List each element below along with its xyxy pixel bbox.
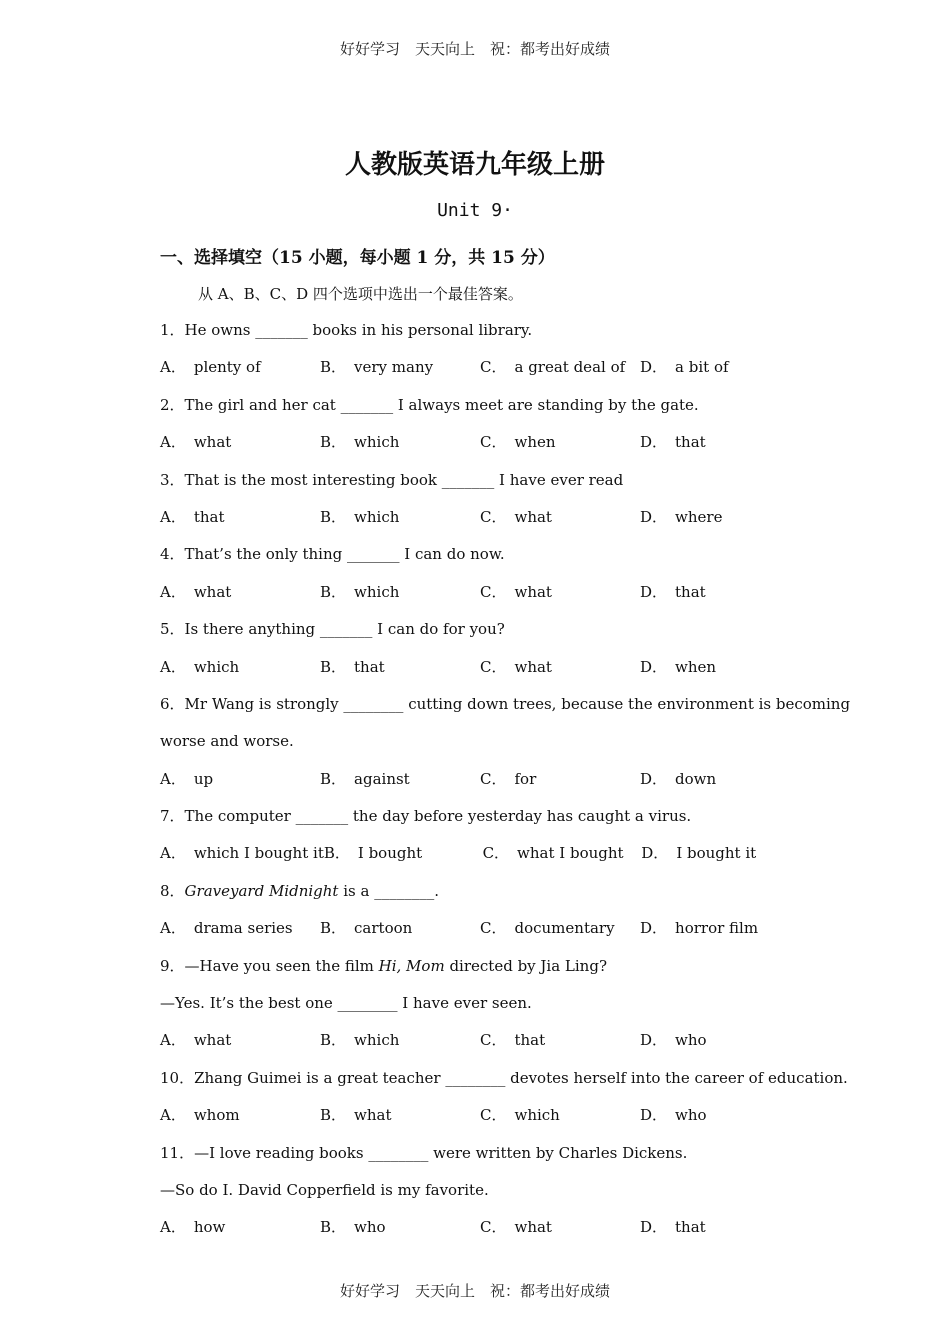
option-a[interactable] xyxy=(160,505,320,542)
instruction-text: 从 A、B、C、D 四个选项中选出一个最佳答案。 xyxy=(198,285,523,303)
option-text: which xyxy=(354,433,400,452)
option-d[interactable] xyxy=(640,355,800,392)
option-a[interactable] xyxy=(160,430,320,467)
unit-subtitle: Unit 9· xyxy=(437,200,513,221)
option-row xyxy=(160,1215,800,1252)
option-d[interactable] xyxy=(640,1028,800,1065)
option-text: a great deal of xyxy=(514,358,626,377)
option-text: that xyxy=(675,1218,706,1237)
option-letter: C． xyxy=(480,433,507,452)
option-d[interactable] xyxy=(641,841,800,878)
question-stem: 4．That’s the only thing _______ I can do now. xyxy=(160,545,505,564)
option-c[interactable] xyxy=(480,580,640,617)
option-text: which xyxy=(354,1031,400,1050)
option-text: up xyxy=(193,769,214,788)
option-letter: D． xyxy=(640,358,668,377)
option-text: what I bought xyxy=(517,844,624,863)
question-stem: 6．Mr Wang is strongly ________ cutting down trees, because the environment is becoming xyxy=(160,694,851,713)
option-letter: A． xyxy=(160,358,186,377)
section-heading: 一、选择填空（15 小题，每小题 1 分，共 15 分） xyxy=(160,248,555,268)
option-text: where xyxy=(675,507,723,526)
option-b[interactable] xyxy=(320,767,480,804)
option-letter: C． xyxy=(480,657,507,676)
option-a[interactable] xyxy=(160,916,320,953)
option-a[interactable] xyxy=(160,1215,320,1252)
option-row xyxy=(160,430,800,467)
option-row xyxy=(160,767,800,804)
question-stem: 3．That is the most interesting book _______ I have ever read xyxy=(160,470,624,489)
option-row xyxy=(160,1103,800,1140)
option-text: what xyxy=(514,657,552,676)
option-row xyxy=(160,355,800,392)
question-stem-continuation: —Yes. It’s the best one ________ I have ever seen. xyxy=(160,994,532,1013)
option-letter: B． xyxy=(320,919,347,938)
option-d[interactable] xyxy=(640,505,800,542)
option-letter: A． xyxy=(160,1106,186,1125)
option-letter: D． xyxy=(640,433,668,452)
option-letter: B． xyxy=(320,657,347,676)
option-letter: A． xyxy=(160,919,186,938)
option-letter: B． xyxy=(320,1031,347,1050)
option-c[interactable] xyxy=(480,1028,640,1065)
option-a[interactable] xyxy=(160,841,324,878)
option-text: for xyxy=(514,769,537,788)
option-text: what xyxy=(514,582,552,601)
option-letter: A． xyxy=(160,433,186,452)
option-row xyxy=(160,916,800,953)
question-stem xyxy=(160,954,800,991)
option-letter: D． xyxy=(640,769,668,788)
option-a[interactable] xyxy=(160,655,320,692)
option-b[interactable] xyxy=(320,916,480,953)
option-a[interactable] xyxy=(160,355,320,392)
option-letter: B． xyxy=(320,433,347,452)
question-stem xyxy=(160,879,800,916)
option-d[interactable] xyxy=(640,767,800,804)
option-text: I bought it xyxy=(676,844,757,863)
option-b[interactable] xyxy=(320,355,480,392)
option-letter: C． xyxy=(480,919,507,938)
option-letter: D． xyxy=(640,657,668,676)
stem-prefix: 9．—Have you seen the film xyxy=(160,956,379,975)
question-stem: 11．—I love reading books ________ were written by Charles Dickens. xyxy=(160,1143,688,1162)
option-a[interactable] xyxy=(160,580,320,617)
option-d[interactable] xyxy=(640,1215,800,1252)
option-row xyxy=(160,655,800,692)
page-header: 好好学习 天天向上 祝：都考出好成绩 xyxy=(339,40,610,58)
option-c[interactable] xyxy=(483,841,642,878)
option-letter: D． xyxy=(640,507,668,526)
option-text: plenty of xyxy=(193,358,261,377)
option-letter: C． xyxy=(480,769,507,788)
option-letter: A． xyxy=(160,507,186,526)
option-letter: C． xyxy=(480,1031,507,1050)
stem-suffix: is a ________. xyxy=(338,881,439,900)
stem-prefix: 8． xyxy=(160,881,185,900)
option-text: what xyxy=(193,582,232,601)
option-text: very many xyxy=(354,358,434,377)
option-letter: A． xyxy=(160,1218,186,1237)
question-stem-continuation: —So do I. David Copperfield is my favorite. xyxy=(160,1180,489,1199)
option-text: which xyxy=(514,1106,560,1125)
option-text: which xyxy=(354,507,400,526)
option-text: what xyxy=(514,1218,552,1237)
option-text: down xyxy=(675,769,717,788)
option-b[interactable] xyxy=(320,1215,480,1252)
option-text: who xyxy=(675,1106,707,1125)
option-c[interactable] xyxy=(480,355,640,392)
option-text: when xyxy=(514,433,556,452)
option-c[interactable] xyxy=(480,1103,640,1140)
page-footer: 好好学习 天天向上 祝：都考出好成绩 xyxy=(339,1282,610,1300)
option-letter: B． xyxy=(320,769,347,788)
film-title: Graveyard Midnight xyxy=(184,881,339,900)
option-text: horror film xyxy=(675,919,759,938)
option-a[interactable] xyxy=(160,1028,320,1065)
option-row xyxy=(160,841,800,878)
option-text: what xyxy=(514,507,552,526)
option-text: against xyxy=(354,769,410,788)
option-letter: B． xyxy=(320,1106,347,1125)
page-title: 人教版英语九年级上册 xyxy=(344,150,605,180)
option-text: how xyxy=(193,1218,226,1237)
option-letter: D． xyxy=(640,1106,668,1125)
option-c[interactable] xyxy=(480,916,640,953)
option-text: what xyxy=(354,1106,392,1125)
option-d[interactable] xyxy=(640,916,800,953)
option-letter: A． xyxy=(160,769,186,788)
option-c[interactable] xyxy=(480,505,640,542)
option-text: that xyxy=(354,657,385,676)
option-letter: D． xyxy=(640,1031,668,1050)
option-letter: C． xyxy=(480,358,507,377)
question-list xyxy=(160,318,851,1253)
option-c[interactable] xyxy=(480,1215,640,1252)
option-text: who xyxy=(675,1031,707,1050)
option-letter: B． xyxy=(320,507,347,526)
option-d[interactable] xyxy=(640,430,800,467)
option-text: which xyxy=(193,657,240,676)
stem-suffix: directed by Jia Ling? xyxy=(444,956,607,975)
question-stem: 5．Is there anything _______ I can do for you? xyxy=(160,620,505,639)
option-letter: A． xyxy=(160,844,186,863)
option-text: that xyxy=(514,1031,546,1050)
option-b[interactable] xyxy=(320,1028,480,1065)
option-row xyxy=(160,1028,800,1065)
option-letter: C． xyxy=(482,844,510,863)
option-text: whom xyxy=(193,1106,240,1125)
option-text: what xyxy=(193,433,232,452)
option-c[interactable] xyxy=(480,430,640,467)
option-d[interactable] xyxy=(640,655,800,692)
option-a[interactable] xyxy=(160,1103,320,1140)
option-text: who xyxy=(354,1218,386,1237)
option-letter: C． xyxy=(480,1218,507,1237)
option-letter: D． xyxy=(641,844,669,863)
option-letter: C． xyxy=(480,582,507,601)
option-letter: B． xyxy=(320,1218,347,1237)
option-text: that xyxy=(193,507,225,526)
question-stem: 1．He owns _______ books in his personal library. xyxy=(160,321,533,339)
question-stem-continuation: worse and worse. xyxy=(160,732,294,751)
option-b[interactable] xyxy=(320,430,480,467)
option-a[interactable] xyxy=(160,767,320,804)
option-text: I bought xyxy=(357,844,423,863)
option-letter: B． xyxy=(323,844,350,863)
option-letter: D． xyxy=(640,1218,668,1237)
option-b[interactable] xyxy=(320,655,480,692)
option-letter: C． xyxy=(480,507,507,526)
option-d[interactable] xyxy=(640,580,800,617)
film-title: Hi, Mom xyxy=(378,956,445,975)
question-stem: 10．Zhang Guimei is a great teacher ________ devotes herself into the career of education. xyxy=(160,1068,848,1087)
option-text: documentary xyxy=(514,919,615,938)
option-row xyxy=(160,580,800,617)
option-letter: D． xyxy=(640,582,668,601)
option-text: what xyxy=(193,1031,232,1050)
option-text: that xyxy=(675,433,706,452)
option-c[interactable] xyxy=(480,655,640,692)
option-text: which I bought it xyxy=(193,844,324,863)
option-b[interactable] xyxy=(320,580,480,617)
option-c[interactable] xyxy=(480,767,640,804)
question-stem: 7．The computer _______ the day before yesterday has caught a virus. xyxy=(160,807,692,826)
option-letter: D． xyxy=(640,919,668,938)
option-text: when xyxy=(675,657,717,676)
option-row xyxy=(160,505,800,542)
option-text: which xyxy=(354,582,400,601)
option-letter: A． xyxy=(160,657,186,676)
option-b[interactable] xyxy=(320,1103,480,1140)
option-text: drama series xyxy=(193,919,293,938)
option-b[interactable] xyxy=(320,505,480,542)
option-text: cartoon xyxy=(354,919,413,938)
option-d[interactable] xyxy=(640,1103,800,1140)
question-stem: 2．The girl and her cat _______ I always meet are standing by the gate. xyxy=(160,395,699,414)
option-letter: A． xyxy=(160,1031,186,1050)
option-text: a bit of xyxy=(675,358,729,377)
option-letter: A． xyxy=(160,582,186,601)
option-b[interactable] xyxy=(324,841,483,878)
option-letter: B． xyxy=(320,358,347,377)
option-text: that xyxy=(675,582,706,601)
option-letter: B． xyxy=(320,582,347,601)
option-letter: C． xyxy=(480,1106,507,1125)
